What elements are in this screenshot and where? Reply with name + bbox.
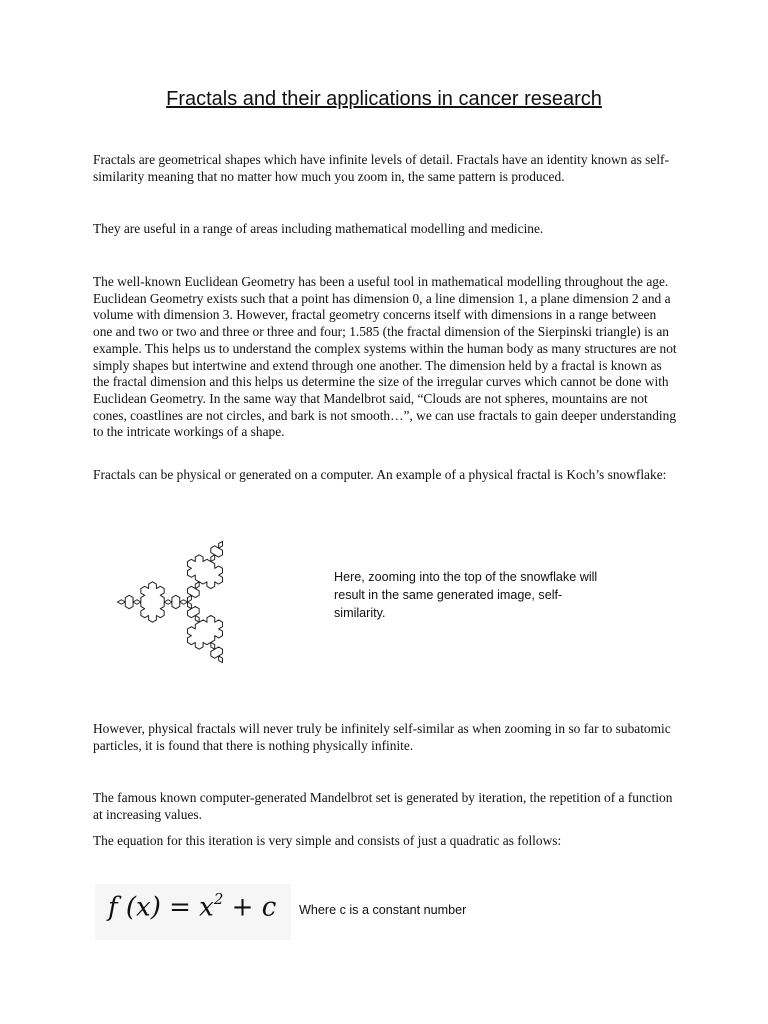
paragraph-limits: However, physical fractals will never truly be infinitely self-similar as when zooming in so far to subatomic particles, it is found that there is nothing physically infinite.	[93, 721, 671, 753]
paragraph-euclidean: The well-known Euclidean Geometry has been a useful tool in mathematical modelling throughout the age. Euclidean Geometry exists such that a point has dimension 0, a line dimension 1, a plane dimension 2 and a volume with dimension 3. However, fractal geometry concerns itself with dimensions in a range between one and two or two and three or three and four; 1.585 (the fractal dimension of the Sierpinski triangle) is an example. This helps us to understand the complex systems within the human body as many structures are not simply shapes but intertwine and extend through one another. The dimension held by a fractal is known as the fractal dimension and this helps us determine the size of the irregular curves which cannot be done with Euclidean Geometry. In the same way that Mandelbrot said, “Clouds are not spheres, mountains are not cones, coastlines are not circles, and bark is not smooth…”, we can use fractals to gain deeper understanding to the intricate workings of a shape.	[93, 274, 677, 440]
equation-equals: =	[169, 892, 191, 923]
figure-caption: Here, zooming into the top of the snowflake will result in the same generated image, self-similarity.	[334, 570, 598, 620]
equation-rest: + c	[231, 892, 277, 923]
equation-note: Where c is a constant number	[299, 903, 467, 917]
equation	[108, 892, 276, 923]
equation-exponent: 2	[213, 890, 224, 908]
paragraph-mandelbrot: The famous known computer-generated Mandelbrot set is generated by iteration, the repetition of a function at increasing values.	[93, 790, 673, 822]
koch-snowflake-icon	[100, 512, 275, 692]
page-title: Fractals and their applications in cancer research	[166, 88, 602, 110]
paragraph-intro: Fractals are geometrical shapes which have infinite levels of detail. Fractals have an identity known as self-similarity meaning that no matter how much you zoom in, the same pattern is produced.	[93, 152, 669, 184]
equation-lhs: f (x)	[108, 892, 161, 923]
paragraph-uses: They are useful in a range of areas including mathematical modelling and medicine.	[93, 221, 544, 236]
paragraph-equation-intro: The equation for this iteration is very simple and consists of just a quadratic as follows:	[93, 833, 562, 848]
paragraph-physical: Fractals can be physical or generated on a computer. An example of a physical fractal is Koch’s snowflake:	[93, 467, 667, 482]
koch-snowflake-outline	[118, 541, 223, 662]
equation-base: x	[199, 892, 214, 923]
